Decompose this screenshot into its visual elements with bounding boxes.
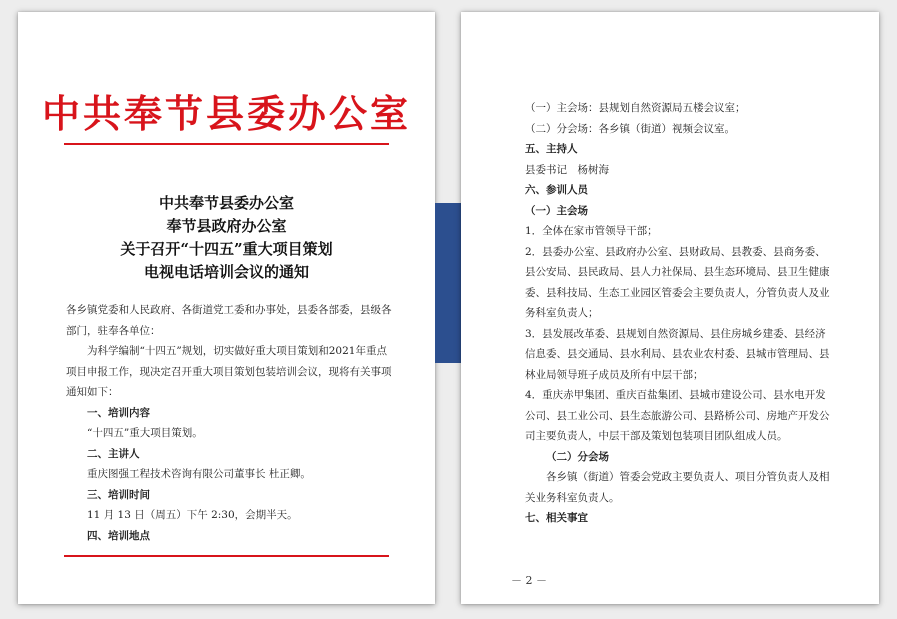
attendee-item-2: 2．县委办公室、县政府办公室、县财政局、县教委、县商务委、县公安局、县民政局、县人力社保局、县生态环境局、县卫生健康委、县科技局、生态工业园区管委会主要负责人，分管负责人及业务科室负责人； bbox=[525, 245, 830, 319]
red-divider-bottom bbox=[64, 555, 389, 557]
section-heading-content: 一、培训内容 bbox=[87, 406, 150, 419]
page-number: － 2 － bbox=[511, 574, 547, 587]
notice-title bbox=[18, 192, 435, 284]
right-page-body bbox=[525, 98, 835, 529]
attendee-item-1: 1．全体在家市管领导干部； bbox=[525, 225, 658, 237]
salutation: 各乡镇党委和人民政府、各街道党工委和办事处，县委各部委，县级各部门，驻奉各单位： bbox=[66, 304, 392, 337]
attendee-item-3: 3．县发展改革委、县规划自然资源局、县住房城乡建委、县经济信息委、县交通局、县水利局、县农业农村委、县城市管理局、县林业局领导班子成员及所有中层干部； bbox=[525, 327, 830, 381]
attendee-item-4: 4．重庆赤甲集团、重庆百盐集团、县城市建设公司、县水电开发公司、县工业公司、县生态旅游公司、县路桥公司、房地产开发公司主要负责人，中层干部及策划包装项目团队组成人员。 bbox=[525, 389, 830, 442]
section-text-content: “十四五”重大项目策划。 bbox=[87, 427, 203, 439]
title-line-3: 关于召开“十四五”重大项目策划 bbox=[120, 240, 333, 258]
section-heading-speaker: 二、主讲人 bbox=[87, 447, 140, 460]
left-page-body bbox=[66, 300, 393, 546]
binding-spine bbox=[435, 203, 461, 363]
red-divider-top bbox=[64, 143, 389, 145]
sub-venue-text: 各乡镇（街道）管委会党政主要负责人、项目分管负责人及相关业务科室负责人。 bbox=[525, 471, 830, 504]
section-heading-time: 三、培训时间 bbox=[87, 488, 150, 501]
venue-sub: （二）分会场：各乡镇（街道）视频会议室。 bbox=[525, 122, 735, 135]
document-page-left bbox=[18, 12, 435, 604]
title-line-2: 奉节县政府办公室 bbox=[166, 217, 287, 235]
section-text-speaker: 重庆图强工程技术咨询有限公司董事长 杜正卿。 bbox=[87, 468, 311, 480]
venue-main: （一）主会场：县规划自然资源局五楼会议室； bbox=[525, 102, 746, 114]
section-heading-related: 七、相关事宜 bbox=[525, 512, 588, 524]
section-text-host: 县委书记 杨树海 bbox=[525, 163, 609, 176]
subheading-sub-venue: （二）分会场 bbox=[546, 450, 609, 463]
intro-paragraph: 为科学编制“十四五”规划，切实做好重大项目策划和2021年重点项目申报工作，现决定召开重大项目策划包装培训会议，现将有关事项通知如下： bbox=[66, 345, 392, 398]
section-heading-attendees: 六、参训人员 bbox=[525, 184, 588, 196]
section-heading-location: 四、培训地点 bbox=[87, 529, 150, 542]
title-line-1: 中共奉节县委办公室 bbox=[158, 194, 294, 212]
title-line-4: 电视电话培训会议的通知 bbox=[143, 263, 309, 281]
subheading-main-venue: （一）主会场 bbox=[525, 204, 588, 217]
section-text-time: 11 月 13 日（周五）下午 2:30，会期半天。 bbox=[87, 509, 298, 521]
document-page-right bbox=[461, 12, 879, 604]
masthead-title: 中共奉节县委办公室 bbox=[41, 91, 411, 136]
section-heading-host: 五、主持人 bbox=[525, 143, 578, 155]
